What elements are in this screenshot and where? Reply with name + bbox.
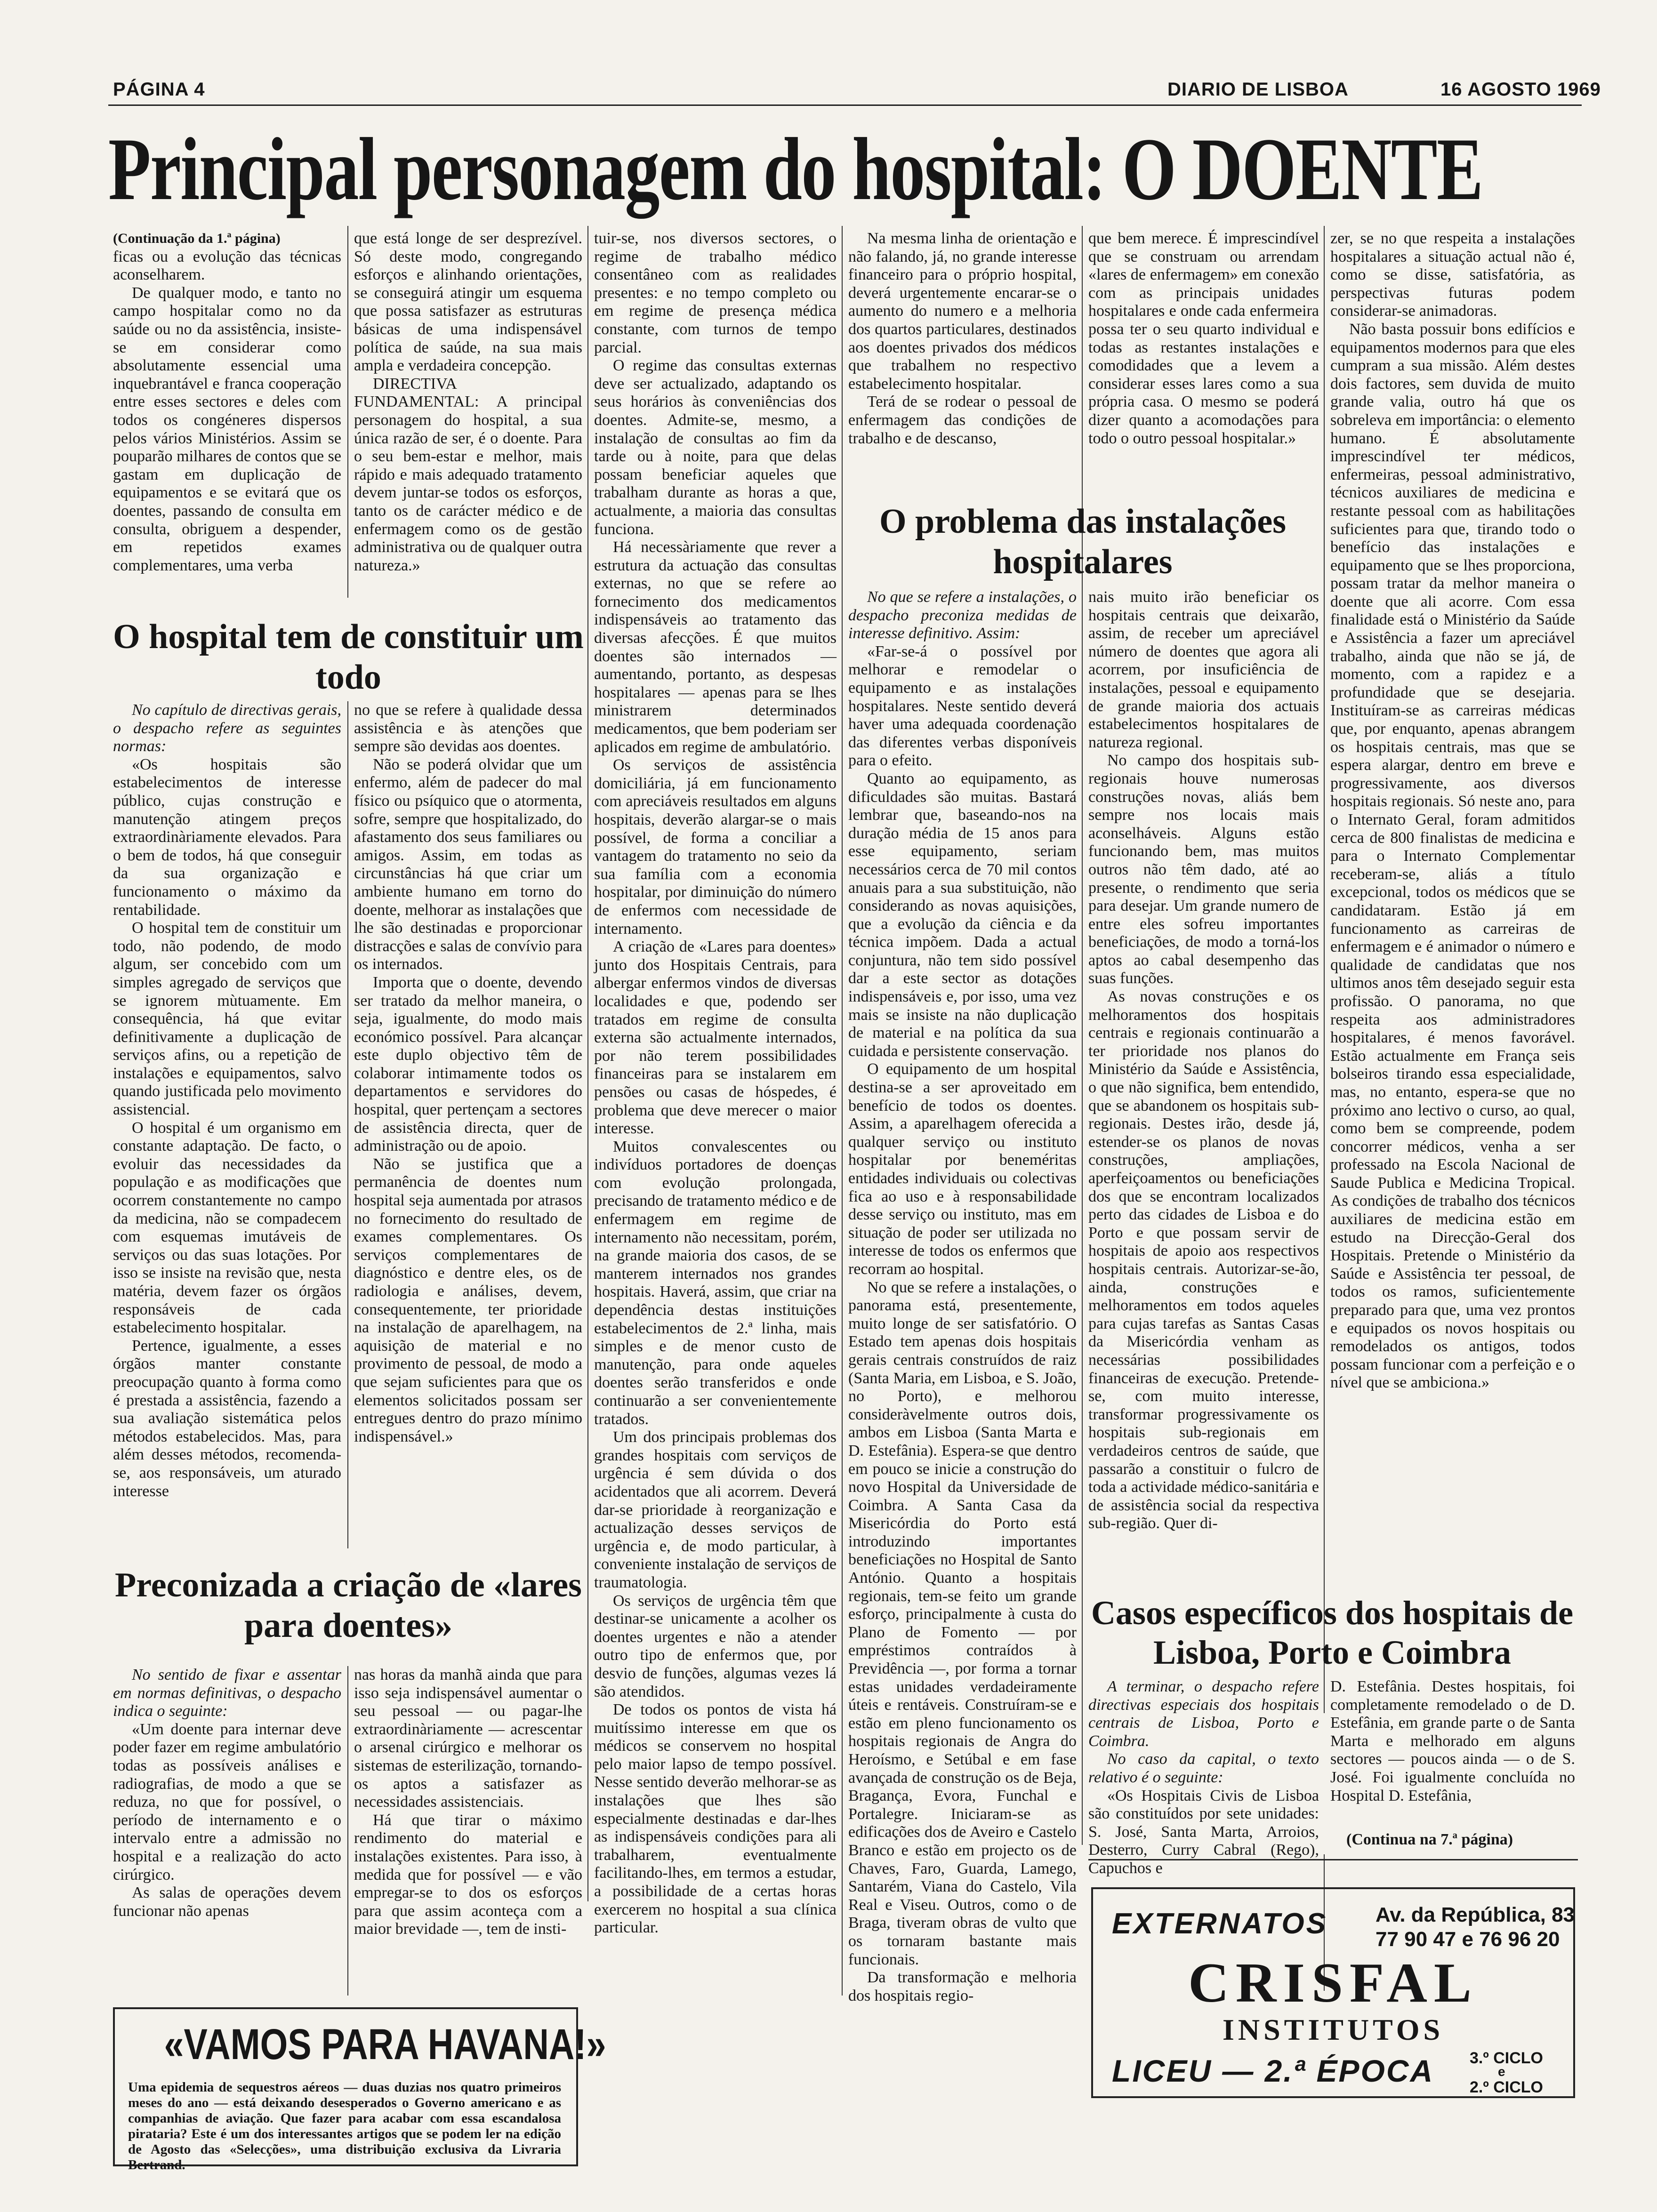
article-col2-mid (354, 701, 582, 1548)
article-col4-top (848, 230, 1077, 493)
issue-date: 16 AGOSTO 1969 (1440, 79, 1601, 100)
paragraph: As salas de operações devem funcionar não apenas (113, 1884, 341, 1920)
paragraph: Muitos convalescentes ou indivíduos portadores de doenças com evolução prolongada, precisando de tratamento médico e de enfermagem em regime de internamento não necessitam, porém, na grande maioria dos casos, de se manterem internados nos grandes hospitais. Haverá, assim, que criar na dependência destas instituições estabelecimentos de 2.ª linha, mais simples e de menor custo de manutenção, para onde aqueles doentes serão transferidos e onde continuarão a ser convenientemente tratados. (594, 1138, 837, 1428)
article-col6-bottom (1330, 1678, 1575, 1819)
crisfal-ciclo2: 2.º CICLO (1470, 2078, 1543, 2096)
continued-note: (Continua na 7.ª página) (1346, 1831, 1513, 1848)
column-divider (347, 1666, 348, 1996)
article-col5-mid (1088, 588, 1319, 1591)
article-col1-top (113, 230, 341, 606)
paragraph: Os serviços de assistência domiciliária, já em funcionamento com apreciáveis resultados em alguns hospitais, deverão alargar-se o mais possível, de forma a conciliar a vantagem do tratamento no seio da sua família com a economia hospitalar, por diminuição do número de enfermos com necessidade de internamento. (594, 756, 837, 938)
paragraph: Pertence, igualmente, a esses órgãos manter constante preocupação quanto à forma como é prestada a assistência, fazendo a sua avaliação sistemática pelos métodos estabelecidos. Mas, para além desses métodos, recomenda-se, aos responsáveis, um aturado interesse (113, 1337, 341, 1500)
paragraph: No campo dos hospitais sub-regionais houve numerosas construções novas, aliás bem sempre nos locais mais aconselháveis. Alguns estão funcionando bem, mas muitos outros não têm dado, até ao presente, o rendimento que seria para desejar. Um grande numero de entre eles sofreu importantes beneficiações, de modo a torná-los aptos ao cabal desempenho das suas funções. (1088, 752, 1319, 987)
paragraph: Não basta possuir bons edifícios e equipamentos modernos para que eles cumpram a sua missão. Além destes dois factores, sem duvida de muito grande valia, outro há que os sobreleva em importância: o elemento humano. É absolutamente imprescindível ter médicos, enfermeiras, pessoal administrativo, técnicos auxiliares de medicina e restante pessoal com as habilitações suficientes para que, tirando todo o benefício das instalações e equipamento que se lhes proporciona, possam tratar da melhor maneira o doente que ali acorre. Com essa finalidade está o Ministério da Saúde e Assistência a fazer um apreciável trabalho, ainda que não se já, de momento, com a rapidez e a profundidade que se desejaria. Instituíram-se as carreiras médicas que, por enquanto, apenas abrangem os hospitais centrais, mas que se espera alargar, dentro em breve e progressivamente, aos diversos hospitais regionais. Só neste ano, para o Internato Geral, foram admitidos cerca de 800 finalistas de medicina e para o Internato Complementar receberam-se, aliás a título excepcional, todos os médicos que se candidataram. Estão já em funcionamento as carreiras de enfermagem e é animador o número e qualidade de candidatas que nos ultimos anos têm desejado seguir esta profissão. O panorama, no que respeita aos administradores hospitalares, é menos favorável. Estão actualmente em França seis bolseiros tirando essa especialidade, mas, no entanto, espera-se que no próximo ano lectivo o curso, ao qual, como bem se compreende, podem concorrer médicos, venha a ser professado na Escola Nacional de Saude Publica e Medicina Tropical. As condições de trabalho dos técnicos auxiliares de medicina estão em estudo na Direcção-Geral dos Hospitais. Pretende o Ministério da Saúde e Assistência ter pessoal, de todos os ramos, suficientemente preparado para que, uma vez prontos e equipados os novos hospitais ou remodelados os antigos, todos possam funcionar com a perfeição e o nível que se ambiciona.» (1330, 320, 1575, 1392)
paragraph: Na mesma linha de orientação e não falando, já, no grande interesse financeiro para o próprio hospital, deverá urgentemente encarar-se o aumento do numero e a melhoria dos quartos particulares, destinados aos doentes privados dos médicos que trabalhem no respectivo estabelecimento hospitalar. (848, 230, 1077, 393)
paragraph: «Os Hospitais Civis de Lisboa são constituídos por sete unidades: S. José, Santa Marta, Arroios, Desterro, Curry Cabral (Rego), Capuchos e (1088, 1787, 1319, 1877)
header-rule (108, 104, 1582, 106)
paragraph: no que se refere à qualidade dessa assistência e às atenções que sempre são devidas aos doentes. (354, 701, 582, 755)
article-col3 (594, 230, 837, 2112)
paragraph: No caso da capital, o texto relativo é o seguinte: (1088, 1750, 1319, 1786)
paragraph: DIRECTIVA FUNDAMENTAL: A principal personagem do hospital, a sua única razão de ser, é o doente. Para o seu bem-estar e melhor, mais rápido e mais adequado tratamento devem juntar-se todos os esforços, tanto os de carácter médico e de enfermagem como os de gestão administrativa ou de qualquer outra natureza.» (354, 375, 582, 574)
crisfal-advert-box (1091, 1887, 1575, 2098)
paragraph: O hospital tem de constituir um todo, não podendo, de modo algum, ser concebido com um simples agregado de serviços que se ignorem mùtuamente. Em consequência, há que evitar definitivamente a duplicação de serviços afins, ou a repetição de instalações e equipamentos, salvo quando justificada pelo movimento assistencial. (113, 919, 341, 1119)
paragraph: ficas ou a evolução das técnicas aconselharem. (113, 248, 341, 284)
paragraph: Há necessàriamente que rever a estrutura da actuação das consultas externas, no que se refere ao fornecimento dos medicamentos indispensáveis ao tratamento das diversas afecções. É que muitos doentes são internados — aumentando, portanto, as despesas hospitalares — apenas para se lhes ministrarem determinados medicamentos, que bem poderiam ser aplicados em regime de ambulatório. (594, 538, 837, 756)
paragraph: Os serviços de urgência têm que destinar-se unicamente a acolher os doentes urgentes e não a atender outro tipo de enfermos que, por desvio de funções, algumas vezes lá são atendidos. (594, 1592, 837, 1700)
crisfal-connector: e (1498, 2064, 1505, 2079)
paragraph: De qualquer modo, e tanto no campo hospitalar como no da saúde ou no da assistência, insiste-se em considerar como absolutamente essencial uma inquebrantável e franca cooperação entre esses sectores e deles com todos os congéneres dispersos pelos vários Ministérios. Assim se pouparão milhares de contos que se gastam em duplicação de equipamentos e se evitará que os doentes, passando de consulta em consulta, obriguem a despender, em repetidos exames complementares, uma verba (113, 284, 341, 574)
column-divider (842, 226, 843, 1996)
column-divider (587, 226, 588, 1901)
paragraph: D. Estefânia. Destes hospitais, foi completamente remodelado o de D. Estefânia, em grande parte o de Santa Marta e melhorado em alguns sectores — poucos ainda — o de S. José. Foi igualmente concluída no Hospital D. Estefânia, (1330, 1678, 1575, 1804)
crisfal-phones: 77 90 47 e 76 96 20 (1375, 1928, 1560, 1951)
continuation-note: (Continuação da 1.ª página) (113, 231, 281, 246)
paragraph: Da transformação e melhoria dos hospitais regio- (848, 1969, 1077, 2004)
paragraph: No sentido de fixar e assentar em normas definitivas, o despacho indica o seguinte: (113, 1666, 341, 1720)
newspaper-name: DIARIO DE LISBOA (1167, 79, 1349, 100)
paragraph: «Os hospitais são estabelecimentos de interesse público, cujas construção e manutenção atingem preços extraordinàriamente elevados. Para o bem de todos, há que conseguir da sua organização e funcionamento o máximo da rentabilidade. (113, 755, 341, 919)
paragraph: De todos os pontos de vista há muitíssimo interesse em que os médicos se conservem no hospital pelo maior lapso de tempo possível. Nesse sentido deverão melhorar-se as instalações que lhes são especialmente destinadas e dar-lhes as indispensáveis condições para ali trabalharem, eventualmente facilitando-lhes, em termos a estudar, a possibilidade de a certas horas exercerem no hospital a sua clínica particular. (594, 1701, 837, 1937)
paragraph: «Um doente para internar deve poder fazer em regime ambulatório todas as possíveis análises e radiografias, de modo a que se reduza, no que for possível, o período de internamento e o intervalo entre a admissão no hospital e a realização do acto cirúrgico. (113, 1720, 341, 1883)
paragraph: Não se justifica que a permanência de doentes num hospital seja aumentada por atrasos no fornecimento do resultado de exames complementares. Os serviços complementares de diagnóstico e dentre eles, os de radiologia e análises, devem, consequentemente, ter prioridade na instalação de aparelhagem, na aquisição de material e no provimento de pessoal, de modo a que sejam suficientes para que os elementos solicitados possam ser entregues dentro do prazo mínimo indispensável.» (354, 1155, 582, 1445)
article-col6 (1330, 230, 1575, 1599)
paragraph: O equipamento de um hospital destina-se a ser aproveitado em benefício de todos os doentes. Assim, a aparelhagem oferecida a qualquer serviço ou instituto hospitalar por beneméritas entidades individuais ou colectivas fica ao uso e à responsabilidade desse serviço ou instituto, mas em situação de poder ser utilizada no interesse de todos os enfermos que recorram ao hospital. (848, 1060, 1077, 1278)
column-divider (1082, 226, 1083, 1845)
crisfal-address: Av. da República, 83 (1375, 1903, 1575, 1926)
column-divider (347, 701, 348, 1548)
paragraph: No que se refere a instalações, o despacho preconiza medidas de interesse definitivo. Assim: (848, 588, 1077, 642)
page-number: PÁGINA 4 (113, 79, 205, 100)
havana-title: «VAMOS PARA HAVANA!» (164, 2020, 606, 2068)
paragraph: No capítulo de directivas gerais, o despacho refere as seguintes normas: (113, 701, 341, 755)
paragraph: nas horas da manhã ainda que para isso seja indispensável aumentar o seu pessoal — ou pagar-lhe extraordinàriamente — acrescentar o arsenal cirúrgico e melhorar os sistemas de esterilização, tornando-os aptos a satisfazer as necessidades assistenciais. (354, 1666, 582, 1811)
column-divider (1324, 226, 1325, 1713)
paragraph: Não se poderá olvidar que um enfermo, além de padecer do mal físico ou psíquico que o atormenta, sofre, sempre que hospitalizado, do afastamento dos seus familiares ou amigos. Assim, em todas as circunstâncias há que criar um ambiente humano em torno do doente, melhorar as instalações que lhe são destinadas e proporcionar distracções e salas de convívio para os internados. (354, 755, 582, 973)
paragraph: que está longe de ser desprezível. Só deste modo, congregando esforços e alinhando orientações, se conseguirá atingir um esquema que possa satisfazer as estruturas básicas de uma indispensável política de saúde, na sua mais ampla e verdadeira concepção. (354, 230, 582, 375)
paragraph: Há que tirar o máximo rendimento do material e instalações existentes. Para isso, à medida que for possível — e vão empregar-se to dos os esforços para que assim aconteça com a maior brevidade —, tem de insti- (354, 1811, 582, 1938)
headline: Principal personagem do hospital: O DOENTE (108, 120, 1483, 219)
article-col1-bottom (113, 1666, 341, 1996)
article-col2-top (354, 230, 582, 606)
crisfal-institutos: INSTITUTOS (1222, 2013, 1444, 2046)
paragraph: O regime das consultas externas deve ser actualizado, adaptando os seus horários às conveniências dos doentes. Admite-se, mesmo, a instalação de consultas ao fim da tarde ou à noite, para que delas possam beneficiar aqueles que trabalham durante as horas a que, actualmente, a maioria das consultas funciona. (594, 357, 837, 538)
paragraph: No que se refere a instalações, o panorama está, presentemente, muito longe de ser satisfatório. O Estado tem apenas dois hospitais gerais centrais construídos de raiz (Santa Maria, em Lisboa, e S. João, no Porto), e melhorou consideràvelmente outros dois, ambos em Lisboa (Santa Marta e D. Estefânia). Espera-se que dentro em pouco se inicie a construção do novo Hospital da Universidade de Coimbra. A Santa Casa da Misericórdia do Porto está introduzindo importantes beneficiações no Hospital de Santo António. Quanto a hospitais regionais, tem-se feito um grande esforço, principalmente à custa do Plano de Fomento — por empréstimos contraídos à Previdência —, por forma a tornar estas unidades verdadeiramente úteis e rentáveis. Construíram-se e estão em pleno funcionamento os hospitais regionais de Angra do Heroísmo, e Setúbal e em fase avançada de construção os de Beja, Bragança, Evora, Funchal e Portalegre. Iniciaram-se as edificações dos de Aveiro e Castelo Branco e estão em projecto os de Chaves, Faro, Guarda, Lamego, Santarém, Viana do Castelo, Vila Real e Viseu. Outros, como o de Braga, tiveram obras de vulto que os tornaram bastante mais funcionais. (848, 1278, 1077, 1968)
paragraph: Quanto ao equipamento, as dificuldades são muitas. Bastará lembrar que, baseando-nos na duração média de 15 anos para esse equipamento, seriam necessários cerca de 70 mil contos anuais para a sua substituição, não considerando as novas aquisições, que a evolução da ciência e da técnica impõem. Dada a actual conjuntura, não tem sido possível dar a este sector as dotações indispensáveis e, por isso, uma vez mais se insiste na não duplicação de material e na política da sua cuidada e persistente conservação. (848, 769, 1077, 1060)
crisfal-liceu: LICEU — 2.ª ÉPOCA (1112, 2053, 1434, 2088)
section-rule (1088, 1859, 1578, 1860)
crisfal-externatos: EXTERNATOS (1112, 1907, 1327, 1940)
section-title-instalacoes: O problema das instalações hospitalares (879, 502, 1287, 581)
crisfal-name: CRISFAL (1188, 1951, 1478, 2014)
paragraph: Terá de se rodear o pessoal de enfermagem das condições de trabalho e de descanso, (848, 393, 1077, 447)
section-title-hospital-todo: O hospital tem de constituir um todo (113, 617, 584, 697)
havana-text: Uma epidemia de sequestros aéreos — duas duzias nos quatro primeiros meses do ano — está deixando desesperados o Governo americano e as companhias de aviação. Que fazer para acabar com essa escandalosa pirataria? Este é um dos interessantes artigos que se podem ler na edição de Agosto das «Selecções», uma distribuição exclusiva da Livraria Bertrand. (128, 2080, 561, 2172)
article-col4-mid (848, 588, 1077, 2004)
article-col5-bottom (1088, 1678, 1319, 1877)
paragraph: «Far-se-á o possível por melhorar e remodelar o equipamento e as instalações hospitalares. Neste sentido deverá haver uma adequada coordenação das diferentes verbas disponíveis para o efeito. (848, 642, 1077, 769)
paragraph: Importa que o doente, devendo ser tratado da melhor maneira, o seja, igualmente, do modo mais económico possível. Para alcançar este duplo objectivo têm de colaborar intimamente todos os departamentos e servidores do hospital, quer pertençam a sectores de assistência directa, quer de administração ou de apoio. (354, 973, 582, 1155)
paragraph: tuir-se, nos diversos sectores, o regime de trabalho médico consentâneo com as realidades presentes: e no tempo completo ou em regime de presença médica constante, com turnos de tempo parcial. (594, 230, 837, 356)
paragraph: que bem merece. É imprescindível que se construam ou arrendam «lares de enfermagem» em conexão com as principais unidades hospitalares e onde cada enfermeira possa ter o seu quarto individual e todas as restantes instalações e comodidades que a levem a considerar esses lares como a sua própria casa. O mesmo se poderá dizer quanto a acomodações para todo o outro pessoal hospitalar.» (1088, 230, 1319, 447)
column-divider (347, 226, 348, 598)
article-col1-mid (113, 701, 341, 1548)
paragraph: Um dos principais problemas dos grandes hospitais com serviços de urgência é sem dúvida o dos acidentados que ali acorrem. Deverá dar-se prioridade à reorganização e actualização desses serviços de urgência e, de modo particular, à conveniente instalação de serviços de traumatologia. (594, 1428, 837, 1591)
section-title-lares-doentes: Preconizada a criação de «lares para doentes» (115, 1566, 582, 1645)
paragraph: nais muito irão beneficiar os hospitais centrais que deixarão, assim, de receber um apreciável número de doentes que agora ali acorrem, por insuficiência de instalações, pessoal e equipamento de grande maioria dos actuais estabelecimentos hospitalares de natureza regional. (1088, 588, 1319, 751)
section-title-casos-especificos: Casos específicos dos hospitais de Lisboa, Porto e Coimbra (1091, 1594, 1574, 1671)
paragraph: A criação de «Lares para doentes» junto dos Hospitais Centrais, para albergar enfermos vindos de diversas localidades e que, podendo ser tratados em regime de consulta externa são actualmente internados, por não terem possibilidades financeiras para se instalarem em pensões ou casas de hóspedes, é problema que deve merecer o maior interesse. (594, 938, 837, 1138)
article-col2-bottom (354, 1666, 582, 1996)
paragraph: A terminar, o despacho refere directivas especiais dos hospitais centrais de Lisboa, Porto e Coimbra. (1088, 1678, 1319, 1750)
crisfal-ciclo3: 3.º CICLO (1470, 2049, 1543, 2067)
havana-advert-box (113, 2007, 606, 2172)
article-col5-top (1088, 230, 1319, 493)
paragraph: O hospital é um organismo em constante adaptação. De facto, o evoluir das necessidades da população e as modificações que ocorrem constantemente no campo da medicina, não se compadecem com esquemas imutáveis de serviços ou das suas lotações. Por isso se insiste na revisão que, nesta matéria, devem fazer os órgãos responsáveis de cada estabelecimento hospitalar. (113, 1119, 341, 1337)
paragraph: zer, se no que respeita a instalações hospitalares a situação actual não é, como se disse, satisfatória, as perspectivas futuras podem considerar-se animadoras. (1330, 230, 1575, 320)
paragraph: As novas construções e os melhoramentos dos hospitais centrais e regionais continuarão a ter prioridade nos planos do Ministério da Saúde e Assistência, o que não significa, bem entendido, que se abandonem os hospitais sub-regionais. Destes irão, desde já, estender-se os planos de novas construções, ampliações, aperfeiçoamentos ou beneficiações dos que se encontram localizados perto das cidades de Lisboa e do Porto e que possam servir de hospitais de apoio aos respectivos hospitais centrais. Autorizar-se-ão, ainda, construções e melhoramentos em todos aqueles para cujas tarefas as Santas Casas da Misericórdia venham as necessárias possibilidades financeiras de execução. Pretende-se, com muito interesse, transformar progressivamente os hospitais sub-regionais em verdadeiros centros de saúde, que passarão a constituir o fulcro de toda a actividade médico-sanitária e de assistência social da respectiva sub-região. Quer di- (1088, 988, 1319, 1532)
